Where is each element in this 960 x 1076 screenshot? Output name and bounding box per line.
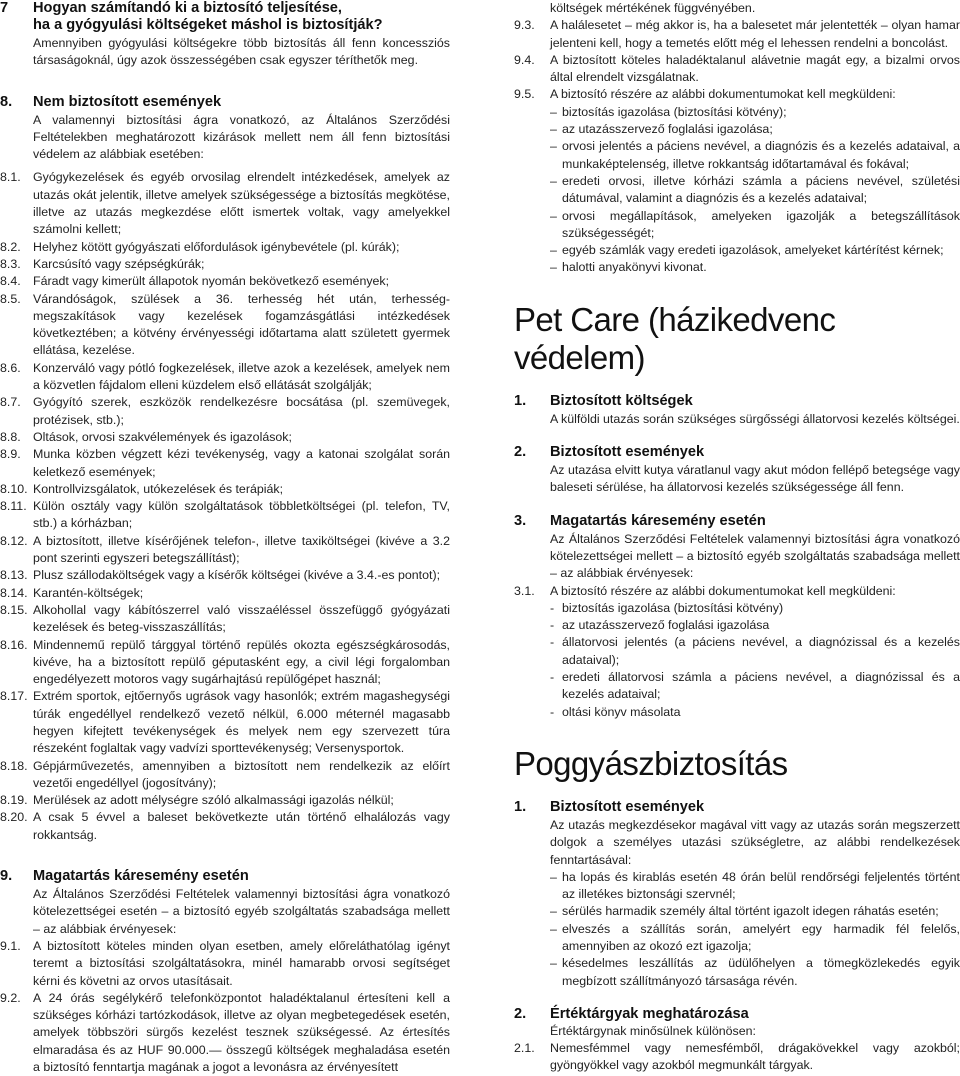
item-number: 8.16. (0, 637, 28, 652)
dash-marker: – (550, 104, 557, 119)
item-text: Gyógykezelések és egyéb orvosilag elrendelt intézkedések, amelyek az utazás okát jelentik, illetve amelyek szükségessége a biztosítás megkötése, illetve az utazás megkezdése előtt ismertek voltak, vagy amelyekkel számolni kellett; (33, 170, 450, 237)
continued-text: költségek mértékének függvényében. (550, 1, 756, 15)
section-8-list (0, 169, 450, 844)
section-title-line2: ha a gyógyulási költségeket máshol is biztosítják? (33, 17, 383, 33)
bag-item-2-1 (514, 1040, 960, 1075)
section-9-intro: Az Általános Szerződési Feltételek valamennyi biztosítási ágra vonatkozó kötelezettségei esetén – a biztosító egyéb szolgáltatás szabadsága mellett – az alábbiak érvényesek: (33, 887, 450, 936)
item-text: Kontrollvizsgálatok, utókezelések és terápiák; (33, 481, 284, 496)
section-title: Magatartás káresemény esetén (550, 512, 766, 529)
list-item (0, 758, 450, 793)
pet-section-3-text: Az Általános Szerződési Feltételek valamennyi biztosítási ágra vonatkozó kötelezettségei mellett – a biztosító egyéb szolgáltatás szabadsága mellett – az alábbiak érvényesek: (550, 531, 960, 581)
section-title (33, 0, 383, 34)
section-title: Biztosított események (550, 444, 705, 461)
item-number: 8.10. (0, 481, 28, 496)
dash-list-item (514, 173, 960, 208)
section-number: 3. (514, 512, 527, 529)
dash-item-text: sérülés harmadik személy által történt igazolt idegen ráhatás esetén; (562, 904, 939, 919)
dash-item-text: állatorvosi jelentés (a páciens nevével, a diagnózissal és a kezelés adataival); (562, 635, 960, 667)
item-text: Plusz szállodaköltségek vagy a kísérők költségei (kivéve a 3.4.-es pontot); (33, 568, 441, 583)
dash-item-text: késedelmes leszállítás az üdülőhelyen a tömegközlekedés egyik megbízott szállítmányozó társasága révén. (562, 956, 960, 988)
dash-list-item (514, 259, 960, 276)
dash-item-text: halotti anyakönyvi kivonat. (562, 260, 707, 275)
item-text: Alkohollal vagy kábítószerrel való visszaéléssel összefüggő gyógyázati kezelések és beteg-visszaszállítás; (33, 602, 450, 635)
item-text: A biztosított, illetve kísérőjének telefon-, illetve taxiköltségei (kivéve a 3.2 pont szerinti egyszeri betegszállítást); (33, 533, 450, 566)
item-text: A csak 5 évvel a baleset bekövetkezte után történő elhalálozás vagy rokkantság. (33, 810, 450, 842)
item-number: 8.8. (0, 429, 21, 444)
dash-marker: – (550, 260, 557, 275)
item-number: 8.17. (0, 689, 28, 704)
item-number: 8.6. (0, 360, 21, 375)
item-number: 8.20. (0, 810, 28, 825)
list-item (0, 429, 450, 446)
dash-marker: – (550, 869, 557, 884)
list-item (0, 446, 450, 481)
item-number: 8.15. (0, 602, 28, 617)
dash-marker: - (550, 704, 555, 719)
dash-item-text: oltási könyv másolata (562, 704, 681, 719)
item-number: 9.3. (514, 18, 535, 33)
section-7-text: Amennyiben gyógyulási költségekre több biztosítás áll fenn koncessziós társaságoknál, úgy azok összességében csak egyszer téríthetők meg. (33, 36, 450, 68)
item-text: Mindennemű repülő tárggyal történő repülés okozta egészségkárosodás, kivéve, ha a biztosított repülő géputasként egy, a civil légi forgalomban engedélyezett motoros vagy sugárhajtású repülőgépet használ; (33, 637, 450, 687)
dash-list-item (514, 704, 960, 721)
pet-item-3-1 (514, 583, 960, 600)
item-number: 8.4. (0, 274, 21, 289)
list-item (0, 602, 450, 637)
dash-list-item (514, 138, 960, 173)
list-item (0, 169, 450, 238)
dash-marker: - (550, 670, 555, 685)
dash-marker: – (550, 208, 557, 223)
dash-marker: – (550, 243, 557, 258)
item-number: 8.11. (0, 499, 27, 514)
item-text: Konzerváló vagy pótló fogkezelések, illetve azok a kezelések, amelyek nem a közvetlen fájdalom elleni küzdelem első ellátását szolgálják; (33, 360, 450, 393)
dash-item-text: orvosi megállapítások, amelyeken igazolják a betegszállítások szükségességét; (562, 208, 960, 240)
item-number: 9.5. (514, 87, 535, 102)
item-number: 9.4. (514, 52, 535, 67)
section-title: Magatartás káresemény esetén (33, 868, 249, 885)
list-item (0, 938, 450, 990)
item-text: Oltások, orvosi szakvélemények és igazolások; (33, 429, 292, 444)
pet-care-title: Pet Care (házikedvenc védelem) (514, 300, 836, 376)
item-text: A biztosított köteles haladéktalanul alávetnie magát egy, a bizalmi orvos által elrendelt vizsgálatnak. (550, 52, 960, 85)
dash-marker: - (550, 600, 555, 615)
item-number: 8.2. (0, 239, 21, 254)
bag-section-2-heading (514, 1006, 960, 1023)
list-item (514, 17, 960, 52)
dash-marker: - (550, 618, 555, 633)
dash-marker: – (550, 122, 557, 137)
dash-list-item (514, 617, 960, 634)
item-number: 9.2. (0, 990, 21, 1005)
list-item (0, 256, 450, 273)
item-text: Merülések az adott mélységre szóló alkalmassági igazolás nélkül; (33, 793, 394, 808)
document-dash-list (514, 104, 960, 277)
section-title: Biztosított költségek (550, 392, 693, 409)
baggage-title: Poggyászbiztosítás (514, 744, 788, 782)
dash-item-text: eredeti orvosi, illetve kórházi számla a páciens nevével, születési dátumával, valamint a diagnózis és a kezelés adataival; (562, 173, 960, 206)
dash-list-item (514, 955, 960, 990)
dash-list-item (514, 669, 960, 704)
pet-section-1-text: A külföldi utazás során szükséges sürgősségi állatorvosi kezelés költségei. (550, 411, 960, 426)
section-8-heading (0, 94, 450, 111)
section-9-list (0, 938, 450, 1076)
section-title: Nem biztosított események (33, 93, 222, 110)
item-number: 2.1. (514, 1041, 535, 1056)
item-number: 8.13. (0, 568, 28, 583)
list-item (0, 533, 450, 568)
item-number: 8.18. (0, 758, 28, 773)
pet-section-1-heading (514, 393, 960, 410)
section-number: 8. (0, 93, 13, 110)
item-number: 8.5. (0, 291, 21, 306)
section-7-heading (0, 0, 450, 34)
dash-marker: – (550, 921, 557, 936)
section-number: 7 (0, 0, 9, 16)
dash-list-item (514, 921, 960, 956)
bag-conditions-list (514, 869, 960, 990)
item-text: Külön osztály vagy külön szolgáltatások többletköltségei (pl. telefon, TV, stb.) a kórházban; (33, 499, 450, 531)
list-item (514, 52, 960, 87)
item-text: Extrém sportok, ejtőernyős ugrások vagy hasonlók; extrém magashegységi túrák engedéllyel rendelkező vezető nélkül, 6.000 méternél magasabb hegyen kifejtett tevékenységek és melyek nem egy szervezett túra részeként foglaltak vagy vadvízi sporttevékenység; Versenysportok. (33, 689, 450, 756)
dash-marker: – (550, 904, 557, 919)
list-item (0, 360, 450, 395)
dash-item-text: biztosítás igazolása (biztosítási kötvény) (562, 600, 784, 615)
section-number: 1. (514, 798, 527, 815)
item-number: 8.12. (0, 533, 28, 548)
item-text: Karantén-költségek; (33, 585, 144, 600)
section-number: 2. (514, 1005, 527, 1022)
dash-list-item (514, 242, 960, 259)
dash-marker: – (550, 139, 557, 154)
dash-list-item (514, 869, 960, 904)
list-item (0, 809, 450, 844)
dash-item-text: ha lopás és kirablás esetén 48 órán belül rendőrségi feljelentés történt az illetékes biztonsági szervnél; (562, 869, 960, 902)
pet-document-list (514, 600, 960, 721)
item-text: A 24 órás segélykérő telefonközpontot haladéktalanul értesíteni kell a szükséges kórházi tartózkodások, illetve az olyan megbetegedések esetén, amelyek többszöri sürgős kezelést tesznek szükségessé. Az értesítés elmaradása és az HUF 90.000.— összegű költségek meghaladása esetén a biztosító fenntartja magának a jogot a levonásra az érvényesített (33, 990, 450, 1075)
item-text: Várandóságok, szülések a 36. terhesség hét után, terhesség-megszakítások vagy kezelések fogamzásgátlási intézkedések következtében; a kötvény érvényességi időtartama alatt született gyermek ellátása, kezelése. (33, 291, 450, 358)
list-item (0, 688, 450, 757)
section-title: Értéktárgyak meghatározása (550, 1005, 749, 1022)
dash-list-item (514, 121, 960, 138)
dash-item-text: eredeti állatorvosi számla a páciens nevével, a diagnózissal és a kezelés adataival; (562, 670, 960, 702)
list-item (0, 585, 450, 602)
list-item (0, 498, 450, 533)
dash-list-item (514, 104, 960, 121)
item-number: 8.7. (0, 395, 21, 410)
dash-marker: - (550, 635, 555, 650)
item-number: 8.9. (0, 447, 21, 462)
dash-marker: – (550, 173, 557, 188)
item-text: Munka közben végzett kézi tevékenység, vagy a katonai szolgálat során keletkező események; (33, 447, 450, 479)
item-text: Nemesfémmel vagy nemesfémből, drágakövekkel vagy azokból; gyöngyökkel vagy azokból megmunkált tárgyak. (550, 1041, 960, 1073)
section-9-heading (0, 868, 450, 885)
dash-list-item (514, 634, 960, 669)
list-item (0, 481, 450, 498)
dash-marker: – (550, 956, 557, 971)
right-column (514, 0, 960, 1075)
item-text: A biztosított köteles minden olyan esetben, amely előreláthatólag igényt teremt a biztosítási szolgáltatásokra, minél hamarabb orvosi segítséget kérni és követni az orvos utasításait. (33, 938, 450, 988)
item-number: 8.14. (0, 585, 28, 600)
dash-item-text: elveszés a szállítás során, amelyért egy harmadik fél felelős, amennyiben az okozó ezt igazolja; (562, 921, 960, 953)
dash-item-text: egyéb számlák vagy eredeti igazolások, amelyeket kártérítést kérnek; (562, 243, 944, 258)
dash-item-text: biztosítás igazolása (biztosítási kötvény); (562, 104, 787, 119)
bag-section-2-text: Értéktárgynak minősülnek különösen: (550, 1023, 756, 1038)
item-text: Fáradt vagy kimerült állapotok nyomán bekövetkező események; (33, 274, 390, 289)
list-item (0, 239, 450, 256)
section-title: Biztosított események (550, 798, 705, 815)
item-text: A halálesetet – még akkor is, ha a balesetet már jelentették – olyan hamar jelenteni kell, hogy a temetés előtt még el lehessen rendelni a boncolást. (550, 18, 960, 50)
item-number: 8.1. (0, 170, 21, 185)
left-column (0, 0, 450, 1076)
item-text: Gyógyító szerek, eszközök rendelkezésre bocsátása (pl. szemüvegek, protézisek, stb.); (33, 395, 450, 427)
dash-list-item (514, 600, 960, 617)
section-9-continued-list (514, 17, 960, 103)
item-text: Karcsúsító vagy szépségkúrák; (33, 256, 205, 271)
list-item (0, 990, 450, 1076)
list-item (0, 637, 450, 689)
item-text: A biztosító részére az alábbi dokumentumokat kell megküldeni: (550, 87, 896, 102)
bag-section-1-text: Az utazás megkezdésekor magával vitt vagy az utazás során megszerzett dolgok a személyes utazási szükségletre, az alábbi rendelkezések fenntartásával: (550, 817, 960, 867)
dash-item-text: orvosi jelentés a páciens nevével, a diagnózis és a kezelés adataival, a munkaképtelenség, illetve rokkantság időtartamával és fokával; (562, 139, 960, 171)
dash-item-text: az utazásszervező foglalási igazolása (562, 618, 770, 633)
section-number: 9. (0, 868, 13, 885)
pet-section-3-heading (514, 513, 960, 530)
list-item (514, 86, 960, 103)
section-number: 2. (514, 444, 527, 461)
item-number: 8.19. (0, 793, 28, 808)
list-item (0, 792, 450, 809)
list-item (0, 291, 450, 360)
bag-section-1-heading (514, 799, 960, 816)
dash-list-item (514, 903, 960, 920)
section-8-intro: A valamennyi biztosítási ágra vonatkozó, az Általános Szerződési Feltételekben meghatározott kizárások mellett nem áll fenn biztosítási védelem az alábbiak esetében: (33, 112, 450, 162)
item-text: A biztosító részére az alábbi dokumentumokat kell megküldeni: (550, 583, 896, 598)
list-item (0, 394, 450, 429)
list-item (0, 273, 450, 290)
dash-list-item (514, 208, 960, 243)
pet-section-2-text: Az utazása elvitt kutya váratlanul vagy akut módon fellépő betegsége vagy baleseti sérülése, ha állatorvosi kezelés szükségessége áll fenn. (550, 463, 960, 495)
dash-item-text: az utazásszervező foglalási igazolása; (562, 122, 773, 137)
item-text: Gépjárművezetés, amennyiben a biztosított nem rendelkezik az előírt vezetői engedéllyel (jogosítvány); (33, 758, 450, 790)
item-number: 3.1. (514, 583, 535, 598)
pet-section-2-heading (514, 444, 960, 461)
section-title-line1: Hogyan számítandó ki a biztosító teljesítése, (33, 0, 342, 16)
item-number: 8.3. (0, 256, 21, 271)
item-number: 9.1. (0, 938, 21, 953)
section-number: 1. (514, 392, 527, 409)
item-text: Helyhez kötött gyógyászati előfordulások igénybevétele (pl. kúrák); (33, 239, 400, 254)
list-item (0, 567, 450, 584)
